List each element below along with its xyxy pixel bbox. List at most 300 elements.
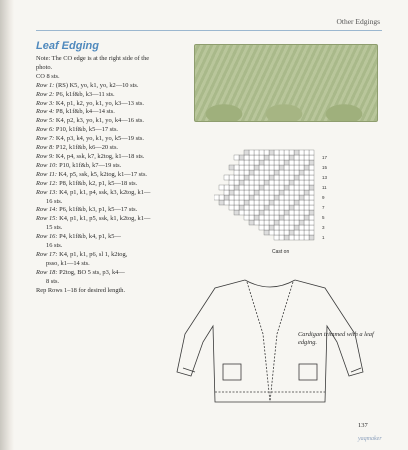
chart-cell	[309, 185, 314, 190]
row-label: Row 1:	[36, 81, 55, 89]
instruction-line	[36, 198, 188, 207]
instruction-text: (RS) K5, yo, k1, yo, k2—10 sts.	[54, 81, 139, 89]
chart-cell	[269, 155, 274, 160]
chart-cell	[269, 150, 274, 155]
chart-cell	[284, 225, 289, 230]
chart-cell	[264, 175, 269, 180]
instruction-line	[36, 153, 188, 162]
instruction-text: P6, k1f&b, k3, p1, k5—17 sts.	[57, 206, 138, 214]
chart-cell	[294, 170, 299, 175]
instruction-text: P8, k1f&b, k4—14 sts.	[54, 108, 115, 116]
chart-cell	[259, 160, 264, 165]
instruction-text: K4, p5, ssk, k5, k2tog, k1—17 sts.	[57, 170, 148, 178]
chart-cell	[229, 185, 234, 190]
chart-row-number: 3	[322, 225, 325, 230]
instruction-line	[36, 64, 188, 73]
chart-cell	[304, 230, 309, 235]
instruction-text: photo.	[36, 63, 53, 71]
chart-cell	[294, 215, 299, 220]
chart-cell	[304, 175, 309, 180]
instruction-line	[36, 108, 188, 117]
chart-cell	[279, 175, 284, 180]
chart-cell	[289, 175, 294, 180]
cast-on-label: Cast on	[272, 249, 290, 255]
chart-cell	[284, 215, 289, 220]
row-label: Row 5:	[36, 117, 55, 125]
chart-cell	[279, 155, 284, 160]
chart-cell	[279, 165, 284, 170]
chart-cell	[249, 190, 254, 195]
chart-cell	[274, 225, 279, 230]
instructions	[36, 55, 188, 295]
instruction-line	[36, 260, 188, 269]
chart-cell	[294, 200, 299, 205]
chart-cell	[309, 150, 314, 155]
chart-cell	[269, 205, 274, 210]
chart-cell	[309, 155, 314, 160]
chart-cell	[294, 175, 299, 180]
knitting-chart	[214, 140, 334, 252]
row-label: Row 6:	[36, 126, 55, 134]
chart-cell	[279, 225, 284, 230]
instruction-line	[36, 189, 188, 198]
chart-cell	[264, 205, 269, 210]
chart-cell	[259, 215, 264, 220]
chart-cell	[294, 210, 299, 215]
chart-cell	[219, 185, 224, 190]
chart-cell	[289, 150, 294, 155]
chart-cell	[284, 160, 289, 165]
chart-cell	[254, 220, 259, 225]
row-label: Row 11:	[36, 170, 58, 178]
chart-cell	[279, 195, 284, 200]
instruction-text: 16 sts.	[46, 197, 63, 205]
chart-cell	[264, 195, 269, 200]
chart-cell	[304, 155, 309, 160]
instruction-text: 15 sts.	[46, 224, 63, 232]
chart-cell	[224, 185, 229, 190]
chart-cell	[259, 150, 264, 155]
chart-cell	[284, 155, 289, 160]
chart-cell	[239, 210, 244, 215]
chart-row-number: 5	[322, 215, 325, 220]
chart-cell	[309, 180, 314, 185]
chart-cell	[259, 220, 264, 225]
chart-cell	[279, 170, 284, 175]
chart-cell	[269, 200, 274, 205]
chart-cell	[269, 230, 274, 235]
chart-cell	[219, 200, 224, 205]
chart-cell	[284, 185, 289, 190]
row-label: Row 3:	[36, 99, 55, 107]
chart-cell	[279, 160, 284, 165]
section-title: Leaf Edging	[36, 40, 99, 52]
instruction-line	[36, 135, 188, 144]
row-label: Row 18:	[36, 268, 58, 276]
row-label: Row 8:	[36, 144, 55, 152]
edging-photo	[194, 44, 378, 122]
chart-cell	[264, 190, 269, 195]
chart-cell	[234, 195, 239, 200]
chart-cell	[274, 200, 279, 205]
chart-row-number: 9	[322, 195, 325, 200]
chart-cell	[234, 185, 239, 190]
row-label: Row 12:	[36, 179, 58, 187]
chart-cell	[264, 155, 269, 160]
chart-cell	[224, 175, 229, 180]
chart-cell	[269, 215, 274, 220]
chart-cell	[279, 220, 284, 225]
chart-cell	[309, 225, 314, 230]
chart-cell	[259, 195, 264, 200]
chart-cell	[304, 185, 309, 190]
chart-cell	[299, 175, 304, 180]
chart-cell	[249, 165, 254, 170]
chart-cell	[289, 165, 294, 170]
row-label: Row 15:	[36, 215, 58, 223]
chart-cell	[219, 195, 224, 200]
chart-cell	[269, 190, 274, 195]
chart-cell	[269, 160, 274, 165]
chart-cell	[274, 180, 279, 185]
chart-cell	[294, 165, 299, 170]
chart-cell	[244, 175, 249, 180]
chart-cell	[274, 190, 279, 195]
chart-cell	[239, 175, 244, 180]
chart-cell	[294, 195, 299, 200]
chart-cell	[234, 155, 239, 160]
chart-cell	[264, 215, 269, 220]
chart-cell	[259, 170, 264, 175]
instruction-text: 16 sts.	[46, 242, 63, 250]
chart-cell	[254, 170, 259, 175]
instruction-line	[36, 91, 188, 100]
chart-cell	[234, 200, 239, 205]
chart-cell	[309, 165, 314, 170]
chart-cell	[294, 225, 299, 230]
instruction-line	[36, 269, 188, 278]
chart-cell	[304, 170, 309, 175]
instruction-line	[36, 215, 188, 224]
chart-cell	[279, 230, 284, 235]
instruction-line	[36, 251, 188, 260]
chart-row-number: 15	[322, 165, 328, 170]
chart-cell	[284, 190, 289, 195]
instruction-text: K4, p1, k1, p4, ssk, k3, k2tog, k1—	[57, 188, 151, 196]
chart-cell	[249, 220, 254, 225]
instruction-line	[36, 55, 188, 64]
chart-cell	[274, 220, 279, 225]
chart-cell	[234, 165, 239, 170]
instruction-text: K4, p1, k2, yo, k1, yo, k3—13 sts.	[54, 99, 144, 107]
chart-cell	[259, 210, 264, 215]
chart-cell	[249, 175, 254, 180]
instruction-line	[36, 242, 188, 251]
chart-cell	[269, 165, 274, 170]
chart-cell	[304, 160, 309, 165]
chart-cell	[309, 175, 314, 180]
chart-cell	[239, 185, 244, 190]
instruction-line	[36, 82, 188, 91]
chart-cell	[299, 220, 304, 225]
chart-cell	[299, 170, 304, 175]
chart-cell	[304, 195, 309, 200]
row-label: Row 10:	[36, 161, 58, 169]
chart-cell	[284, 205, 289, 210]
chart-cell	[304, 220, 309, 225]
chart-cell	[304, 205, 309, 210]
chart-cell	[304, 200, 309, 205]
chart-cell	[264, 230, 269, 235]
chart-cell	[224, 195, 229, 200]
row-label: Row 17:	[36, 250, 58, 258]
row-label: Row 4:	[36, 108, 55, 116]
chart-cell	[264, 225, 269, 230]
chart-cell	[274, 230, 279, 235]
chart-cell	[264, 210, 269, 215]
chart-cell	[304, 210, 309, 215]
chart-cell	[234, 180, 239, 185]
chart-cell	[234, 210, 239, 215]
chart-cell	[274, 165, 279, 170]
instruction-line	[36, 224, 188, 233]
chart-cell	[284, 170, 289, 175]
chart-cell	[254, 155, 259, 160]
chart-cell	[279, 190, 284, 195]
chart-cell	[284, 230, 289, 235]
chart-cell	[309, 210, 314, 215]
instruction-line	[36, 233, 188, 242]
chart-cell	[234, 190, 239, 195]
chart-cell	[284, 175, 289, 180]
chart-cell	[289, 235, 294, 240]
chart-cell	[269, 195, 274, 200]
chart-cell	[249, 205, 254, 210]
chart-cell	[309, 215, 314, 220]
chart-cell	[244, 205, 249, 210]
chart-cell	[249, 185, 254, 190]
chart-cell	[309, 190, 314, 195]
chart-cell	[254, 165, 259, 170]
chart-cell	[294, 205, 299, 210]
chart-cell	[264, 160, 269, 165]
chart-cell	[274, 205, 279, 210]
chart-cell	[279, 210, 284, 215]
chart-cell	[229, 175, 234, 180]
chart-cell	[244, 190, 249, 195]
chart-cell	[269, 220, 274, 225]
chart-cell	[239, 170, 244, 175]
instruction-text: P12, k1f&b, k6—20 sts.	[54, 144, 119, 152]
chart-cell	[294, 150, 299, 155]
scanner-signature: yaqmaker	[358, 436, 382, 442]
chart-cell	[239, 200, 244, 205]
chart-cell	[254, 195, 259, 200]
chart-cell	[309, 200, 314, 205]
chart-cell	[299, 165, 304, 170]
chart-cell	[254, 160, 259, 165]
instruction-line	[36, 278, 188, 287]
chart-cell	[294, 220, 299, 225]
chart-cell	[254, 175, 259, 180]
chart-cell	[284, 165, 289, 170]
chart-cell	[249, 195, 254, 200]
chart-cell	[309, 230, 314, 235]
chart-row-number: 17	[322, 155, 328, 160]
chart-cell	[299, 155, 304, 160]
row-label: Row 9:	[36, 152, 55, 160]
row-label: Row 7:	[36, 135, 55, 143]
chart-cell	[254, 210, 259, 215]
chart-cell	[259, 205, 264, 210]
chart-cell	[289, 205, 294, 210]
chart-cell	[269, 185, 274, 190]
instruction-text: Note: The CO edge is at the right side of the	[36, 55, 150, 62]
chart-cell	[254, 185, 259, 190]
instruction-text: CO 8 sts.	[36, 72, 60, 80]
chart-cell	[304, 225, 309, 230]
chart-cell	[264, 185, 269, 190]
chart-cell	[229, 180, 234, 185]
instruction-line	[36, 144, 188, 153]
chart-cell	[299, 150, 304, 155]
chart-cell	[284, 220, 289, 225]
page-number: 137	[358, 422, 368, 429]
chart-cell	[299, 205, 304, 210]
chart-cell	[249, 150, 254, 155]
instruction-text: psso, k1—14 sts.	[46, 259, 90, 267]
chart-cell	[264, 150, 269, 155]
chart-cell	[254, 150, 259, 155]
chart-cell	[259, 185, 264, 190]
chart-cell	[299, 195, 304, 200]
chart-cell	[249, 215, 254, 220]
row-label: Row 14:	[36, 206, 58, 214]
chart-cell	[294, 160, 299, 165]
chart-cell	[239, 155, 244, 160]
chart-cell	[249, 180, 254, 185]
chart-cell	[299, 215, 304, 220]
chart-cell	[279, 235, 284, 240]
row-label: Row 13:	[36, 188, 58, 196]
chart-cell	[289, 170, 294, 175]
chart-cell	[294, 155, 299, 160]
chart-cell	[274, 160, 279, 165]
chart-cell	[259, 180, 264, 185]
chart-cell	[269, 225, 274, 230]
chart-cell	[214, 195, 219, 200]
chart-cell	[229, 195, 234, 200]
instruction-text: 8 sts.	[46, 277, 60, 285]
chart-cell	[239, 165, 244, 170]
chart-cell	[249, 200, 254, 205]
chart-cell	[309, 170, 314, 175]
chart-cell	[269, 175, 274, 180]
chart-cell	[294, 185, 299, 190]
chart-cell	[289, 210, 294, 215]
chart-cell	[239, 195, 244, 200]
chart-cell	[229, 190, 234, 195]
chart-cell	[269, 210, 274, 215]
chart-cell	[269, 170, 274, 175]
chart-cell	[309, 160, 314, 165]
chart-cell	[279, 200, 284, 205]
chart-cell	[259, 200, 264, 205]
chart-cell	[284, 210, 289, 215]
chart-cell	[299, 160, 304, 165]
chart-cell	[224, 200, 229, 205]
chart-cell	[254, 190, 259, 195]
chart-cell	[244, 155, 249, 160]
chart-cell	[289, 225, 294, 230]
chart-cell	[264, 165, 269, 170]
chart-cell	[289, 185, 294, 190]
chart-cell	[239, 205, 244, 210]
chart-cell	[229, 165, 234, 170]
chart-cell	[284, 150, 289, 155]
chart-cell	[289, 160, 294, 165]
chart-cell	[269, 180, 274, 185]
chart-cell	[299, 200, 304, 205]
chart-cell	[294, 190, 299, 195]
chart-cell	[274, 210, 279, 215]
figure-caption: Cardigan trimmed with a leaf edging.	[298, 331, 374, 346]
chart-cell	[254, 180, 259, 185]
chart-cell	[299, 180, 304, 185]
chart-cell	[289, 215, 294, 220]
chart-cell	[244, 200, 249, 205]
chart-cell	[264, 200, 269, 205]
chart-cell	[309, 205, 314, 210]
chart-cell	[284, 180, 289, 185]
chart-cell	[244, 160, 249, 165]
chart-cell	[239, 180, 244, 185]
chart-cell	[294, 230, 299, 235]
chart-cell	[294, 180, 299, 185]
chart-cell	[249, 210, 254, 215]
instruction-line	[36, 206, 188, 215]
chart-cell	[304, 165, 309, 170]
chart-cell	[234, 175, 239, 180]
chart-cell	[289, 230, 294, 235]
instruction-text: Rep Rows 1–18 for desired length.	[36, 286, 126, 294]
chart-cell	[254, 200, 259, 205]
instruction-text: K4, p1, k1, p6, sl 1, k2tog,	[57, 250, 128, 258]
row-label: Row 16:	[36, 233, 58, 241]
chart-cell	[284, 195, 289, 200]
chart-cell	[239, 160, 244, 165]
instruction-text: P8, k1f&b, k2, p1, k5—18 sts.	[57, 179, 138, 187]
chart-cell	[259, 190, 264, 195]
instruction-line	[36, 162, 188, 171]
chart-cell	[299, 210, 304, 215]
chart-cell	[299, 225, 304, 230]
instruction-text: K4, p2, k3, yo, k1, yo, k4—16 sts.	[54, 117, 144, 125]
chart-cell	[274, 175, 279, 180]
chart-cell	[274, 195, 279, 200]
chart-cell	[274, 155, 279, 160]
chart-cell	[284, 200, 289, 205]
chart-cell	[244, 215, 249, 220]
chart-cell	[274, 150, 279, 155]
chart-cell	[234, 205, 239, 210]
chart-cell	[249, 155, 254, 160]
chart-cell	[284, 235, 289, 240]
chart-cell	[294, 235, 299, 240]
chart-row-number: 13	[322, 175, 328, 180]
chart-cell	[259, 165, 264, 170]
chart-cell	[304, 150, 309, 155]
